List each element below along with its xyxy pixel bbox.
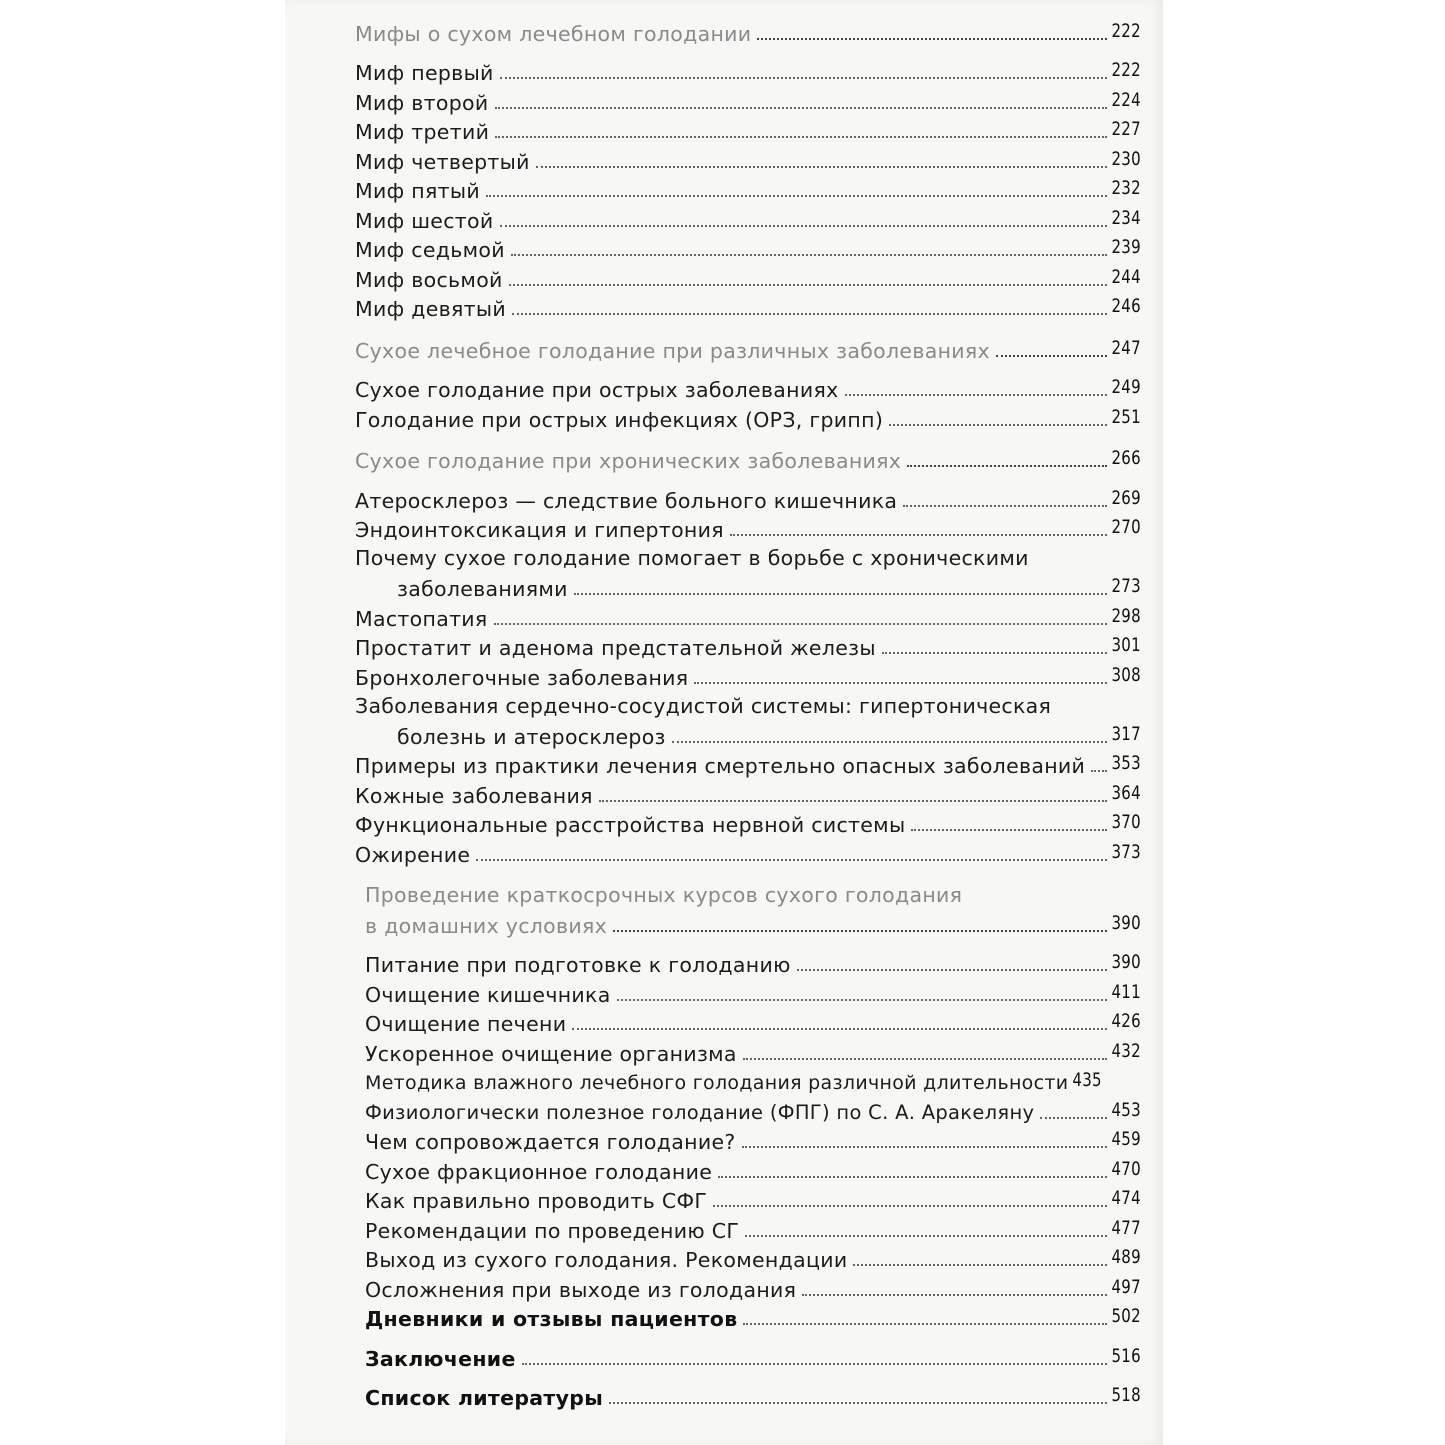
toc-entry: Миф третий 227 xyxy=(355,117,1141,147)
toc-entry: заболеваниями 273 xyxy=(355,574,1141,604)
toc-heading-text: Мифы о сухом лечебном голодании xyxy=(355,21,752,46)
page-number: 266 xyxy=(1111,446,1141,469)
dot-leader xyxy=(495,136,1107,138)
toc-entry: Ожирение 373 xyxy=(355,839,1141,869)
toc-entry: Очищение печени 426 xyxy=(355,1009,1141,1039)
page-number: 251 xyxy=(1111,404,1141,428)
toc-heading-text: Сухое лечебное голодание при различных заболеваниях xyxy=(355,338,990,363)
page-number: 470 xyxy=(1111,1156,1141,1180)
toc-entry: Миф шестой 234 xyxy=(355,205,1141,235)
toc-heading-text: Проведение краткосрочных курсов сухого голодания xyxy=(365,882,963,907)
dot-leader xyxy=(599,800,1108,802)
toc-heading xyxy=(355,335,1141,365)
toc-entry: Осложнения при выходе из голодания 497 xyxy=(355,1274,1141,1304)
dot-leader xyxy=(617,999,1108,1001)
page-number: 222 xyxy=(1111,18,1141,42)
dot-leader xyxy=(907,465,1107,467)
toc-entry: Функциональные расстройства нервной системы 370 xyxy=(355,810,1141,840)
toc-entry: Примеры из практики лечения смертельно опасных заболеваний 353 xyxy=(355,751,1141,781)
page-number: 222 xyxy=(1111,58,1141,81)
toc-entry: Сухое голодание при острых заболеваниях 249 xyxy=(355,375,1141,405)
toc-entry: Физиологически полезное голодание (ФПГ) по С. А. Аракеляну 453 xyxy=(355,1097,1141,1127)
page-number: 411 xyxy=(1111,979,1141,1003)
page-number: 239 xyxy=(1111,235,1141,258)
dot-leader xyxy=(574,593,1108,595)
dot-leader xyxy=(512,313,1107,315)
toc-entry: Миф девятый 246 xyxy=(355,294,1141,324)
page-number: 474 xyxy=(1111,1186,1141,1209)
toc-heading xyxy=(355,18,1141,48)
page-number: 269 xyxy=(1111,485,1141,509)
toc-entry: Методика влажного лечебного голодания различной длительности 435 xyxy=(355,1068,1141,1098)
dot-leader xyxy=(802,1294,1107,1296)
page-number: 247 xyxy=(1111,335,1141,359)
table-of-contents xyxy=(355,18,1141,1412)
book-page xyxy=(285,0,1163,1445)
dot-leader xyxy=(757,38,1107,40)
dot-leader xyxy=(713,1205,1107,1207)
toc-entry: Миф первый 222 xyxy=(355,58,1141,88)
page-number: 273 xyxy=(1111,574,1141,597)
page-number: 432 xyxy=(1111,1038,1141,1062)
page-number: 270 xyxy=(1111,515,1141,538)
toc-entry: Миф второй 224 xyxy=(355,87,1141,117)
page-number: 489 xyxy=(1111,1245,1141,1268)
toc-entry: Чем сопровождается голодание? 459 xyxy=(355,1127,1141,1157)
toc-heading-text: Сухое голодание при хронических заболеваниях xyxy=(355,449,902,473)
toc-entry: Миф восьмой 244 xyxy=(355,264,1141,294)
dot-leader xyxy=(486,195,1108,197)
toc-entry: Эндоинтоксикация и гипертония 270 xyxy=(355,515,1141,545)
toc-entry: Атеросклероз — следствие больного кишечника 269 xyxy=(355,485,1141,515)
page-number: 224 xyxy=(1111,87,1141,111)
toc-entry: болезнь и атеросклероз 317 xyxy=(355,721,1141,751)
page-number: 459 xyxy=(1111,1127,1141,1150)
dot-leader xyxy=(536,166,1108,168)
dot-leader xyxy=(511,254,1108,256)
toc-entry: Голодание при острых инфекциях (ОРЗ, грипп) 251 xyxy=(355,404,1141,434)
toc-entry: Миф четвертый 230 xyxy=(355,146,1141,176)
page-number: 232 xyxy=(1111,176,1141,199)
toc-entry: Как правильно проводить СФГ 474 xyxy=(355,1186,1141,1216)
dot-leader xyxy=(996,355,1108,357)
dot-leader xyxy=(742,1146,1108,1148)
dot-leader xyxy=(509,284,1108,286)
dot-leader xyxy=(889,424,1107,426)
toc-entry: Мастопатия 298 xyxy=(355,603,1141,633)
page-number: 249 xyxy=(1111,375,1141,398)
toc-entry: Кожные заболевания 364 xyxy=(355,780,1141,810)
dot-leader xyxy=(609,1402,1107,1404)
page-number: 477 xyxy=(1111,1215,1141,1239)
page-number: 435 xyxy=(1072,1068,1102,1091)
toc-heading xyxy=(355,446,1141,476)
page-number: 227 xyxy=(1111,117,1141,140)
toc-entry-conclusion: Заключение 516 xyxy=(355,1343,1141,1373)
dot-leader xyxy=(672,741,1108,743)
dot-leader xyxy=(853,1264,1107,1266)
toc-entry-bibliography: Список литературы 518 xyxy=(355,1383,1141,1413)
toc-entry: Ускоренное очищение организма 432 xyxy=(355,1038,1141,1068)
page-number: 317 xyxy=(1111,721,1141,745)
toc-entry: Бронхолегочные заболевания 308 xyxy=(355,662,1141,692)
toc-entry: Сухое фракционное голодание 470 xyxy=(355,1156,1141,1186)
toc-entry: Миф пятый 232 xyxy=(355,176,1141,206)
dot-leader xyxy=(476,859,1107,861)
dot-leader xyxy=(500,225,1108,227)
page-number: 301 xyxy=(1111,633,1141,656)
toc-entry: Выход из сухого голодания. Рекомендации 489 xyxy=(355,1245,1141,1275)
dot-leader xyxy=(613,930,1107,932)
dot-leader xyxy=(882,652,1108,654)
page-number: 298 xyxy=(1111,603,1141,627)
page-number: 390 xyxy=(1111,910,1141,934)
page-number: 453 xyxy=(1111,1097,1141,1121)
toc-entry: Очищение кишечника 411 xyxy=(355,979,1141,1009)
dot-leader xyxy=(745,1235,1107,1237)
dot-leader xyxy=(494,623,1108,625)
page-number: 516 xyxy=(1111,1343,1141,1367)
toc-entry: Миф седьмой 239 xyxy=(355,235,1141,265)
page-number: 373 xyxy=(1111,839,1141,863)
dot-leader xyxy=(743,1058,1108,1060)
toc-heading xyxy=(355,910,1141,940)
toc-heading-text: в домашних условиях xyxy=(365,913,608,938)
page-number: 364 xyxy=(1111,780,1141,804)
toc-entry: Рекомендации по проведению СГ 477 xyxy=(355,1215,1141,1245)
dot-leader xyxy=(572,1028,1107,1030)
dot-leader xyxy=(694,682,1107,684)
dot-leader xyxy=(845,394,1108,396)
dot-leader xyxy=(730,534,1108,536)
page-number: 308 xyxy=(1111,662,1141,686)
page-number: 370 xyxy=(1111,810,1141,833)
dot-leader xyxy=(797,969,1108,971)
dot-leader xyxy=(903,505,1107,507)
toc-entry-line: Заболевания сердечно-сосудистой системы: гипертоническая xyxy=(355,693,1052,718)
dot-leader xyxy=(522,1363,1108,1365)
dot-leader xyxy=(1091,770,1107,772)
dot-leader xyxy=(495,107,1108,109)
page-number: 353 xyxy=(1111,751,1141,774)
page-number: 244 xyxy=(1111,264,1141,288)
dot-leader xyxy=(1040,1117,1107,1119)
dot-leader xyxy=(911,829,1107,831)
page-number: 230 xyxy=(1111,146,1141,170)
toc-entry: Питание при подготовке к голоданию 390 xyxy=(355,950,1141,980)
dot-leader xyxy=(743,1323,1107,1325)
page-number: 518 xyxy=(1111,1383,1141,1406)
page-number: 234 xyxy=(1111,205,1141,229)
toc-entry: Простатит и аденома предстательной железы 301 xyxy=(355,633,1141,663)
page-number: 246 xyxy=(1111,294,1141,317)
dot-leader xyxy=(718,1176,1107,1178)
page-number: 426 xyxy=(1111,1009,1141,1032)
dot-leader xyxy=(500,77,1108,79)
toc-entry-line: Почему сухое голодание помогает в борьбе с хроническими xyxy=(355,546,1029,570)
page-number: 502 xyxy=(1111,1304,1141,1327)
page-number: 390 xyxy=(1111,950,1141,973)
toc-entry: Дневники и отзывы пациентов 502 xyxy=(355,1304,1141,1334)
page-number: 497 xyxy=(1111,1274,1141,1298)
